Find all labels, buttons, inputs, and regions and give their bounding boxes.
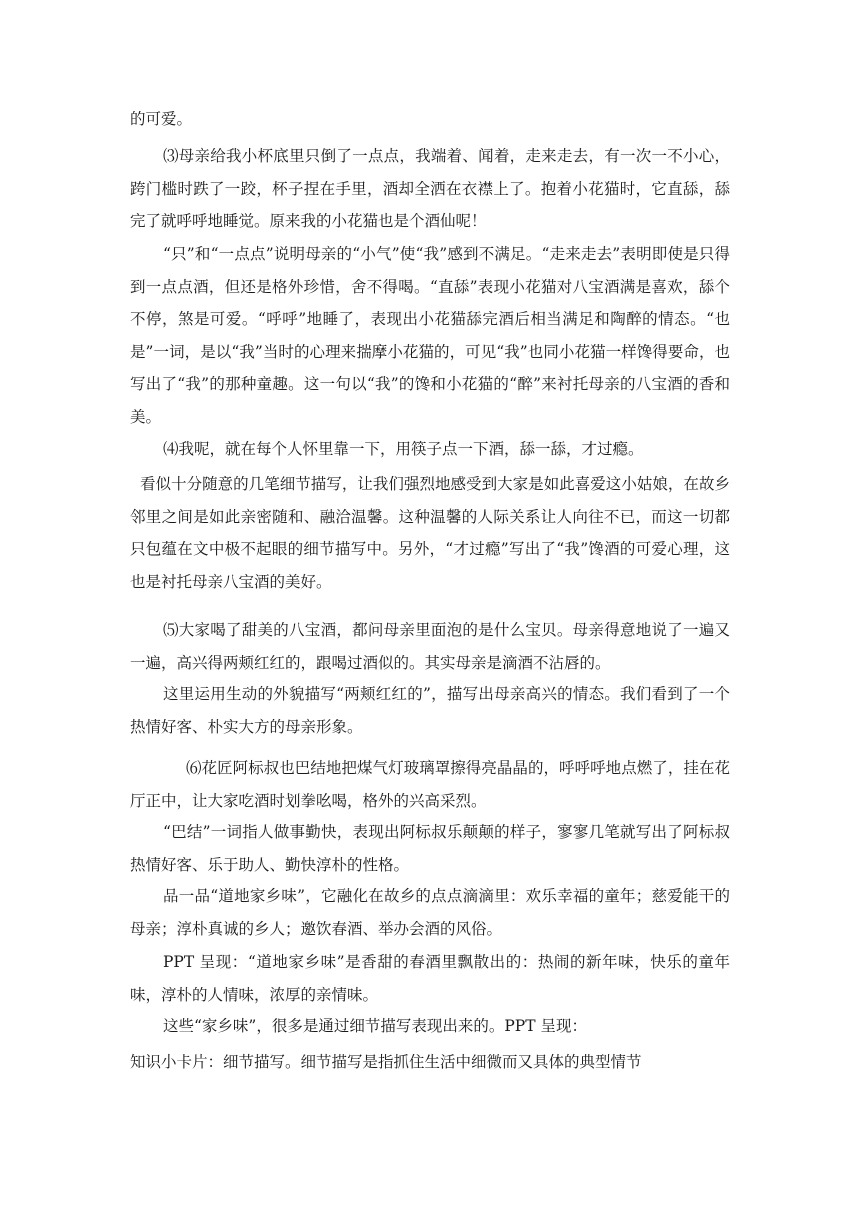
transition-paragraph: 这些“家乡味”，很多是通过细节描写表现出来的。PPT 呈现： [163, 1017, 587, 1035]
analysis-paragraph-3: “只”和“一点点”说明母亲的“小气”使“我”感到不满足。“走来走去”表明即使是只得到一点点酒，但还是格外珍惜，舍不得喝。“直舔”表现小花猫对八宝酒满是喜欢，舔个不停，煞是可爱。“呼呼”地睡了，表现出小花猫舔完酒后相当满足和陶醉的情态。“也是”一词，是以“我”当时的心理来揣摩小花猫的，可见“我”也同小花猫一样馋得要命，也写出了“我”的那种童趣。这一句以“我”的馋和小花猫的“醉”来衬托母亲的八宝酒的香和美。 [130, 245, 730, 426]
paragraph-continuation: 的可爱。 [130, 110, 193, 128]
quoted-passage-5: ⑸大家喝了甜美的八宝酒，都问母亲里面泡的是什么宝贝。母亲得意地说了一遍又一遍，高兴得两颊红红的，跟喝过酒似的。其实母亲是滴酒不沾唇的。 [130, 621, 730, 672]
analysis-paragraph-6: “巴结”一词指人做事勤快，表现出阿标叔乐颠颠的样子，寥寥几笔就写出了阿标叔热情好客、乐于助人、勤快淳朴的性格。 [130, 823, 730, 874]
quoted-passage-6: ⑹花匠阿标叔也巴结地把煤气灯玻璃罩擦得亮晶晶的，呼呼呼地点燃了，挂在花厅正中，让大家吃酒时划拳吆喝，格外的兴高采烈。 [130, 759, 730, 810]
analysis-paragraph-4: 看似十分随意的几笔细节描写，让我们强烈地感受到大家是如此喜爱这小姑娘，在故乡邻里之间是如此亲密随和、融洽温馨。这种温馨的人际关系让人向往不已，而这一切都只包蕴在文中极不起眼的细节描写中。另外，“才过瘾”写出了“我”馋酒的可爱心理，这也是衬托母亲八宝酒的美好。 [130, 475, 730, 591]
knowledge-card-paragraph: 知识小卡片：细节描写。细节描写是指抓住生活中细微而又具体的典型情节 [130, 1053, 642, 1071]
quoted-passage-3: ⑶母亲给我小杯底里只倒了一点点，我端着、闻着，走来走去，有一次一不小心，跨门槛时跌了一跤，杯子捏在手里，酒却全洒在衣襟上了。抱着小花猫时，它直舔，舔完了就呼呼地睡觉。原来我的小花猫也是个酒仙呢！ [130, 147, 730, 230]
analysis-paragraph-5: 这里运用生动的外貌描写“两颊红红的”，描写出母亲高兴的情态。我们看到了一个热情好客、朴实大方的母亲形象。 [130, 685, 730, 736]
quoted-passage-4: ⑷我呢，就在每个人怀里靠一下，用筷子点一下酒，舔一舔，才过瘾。 [163, 440, 644, 458]
ppt-paragraph: PPT 呈现：“道地家乡味”是香甜的春酒里飘散出的：热闹的新年味，快乐的童年味，淳朴的人情味，浓厚的亲情味。 [130, 953, 730, 1004]
summary-paragraph: 品一品“道地家乡味”，它融化在故乡的点点滴滴里：欢乐幸福的童年；慈爱能干的母亲；淳朴真诚的乡人；邀饮春酒、举办会酒的风俗。 [130, 887, 730, 938]
